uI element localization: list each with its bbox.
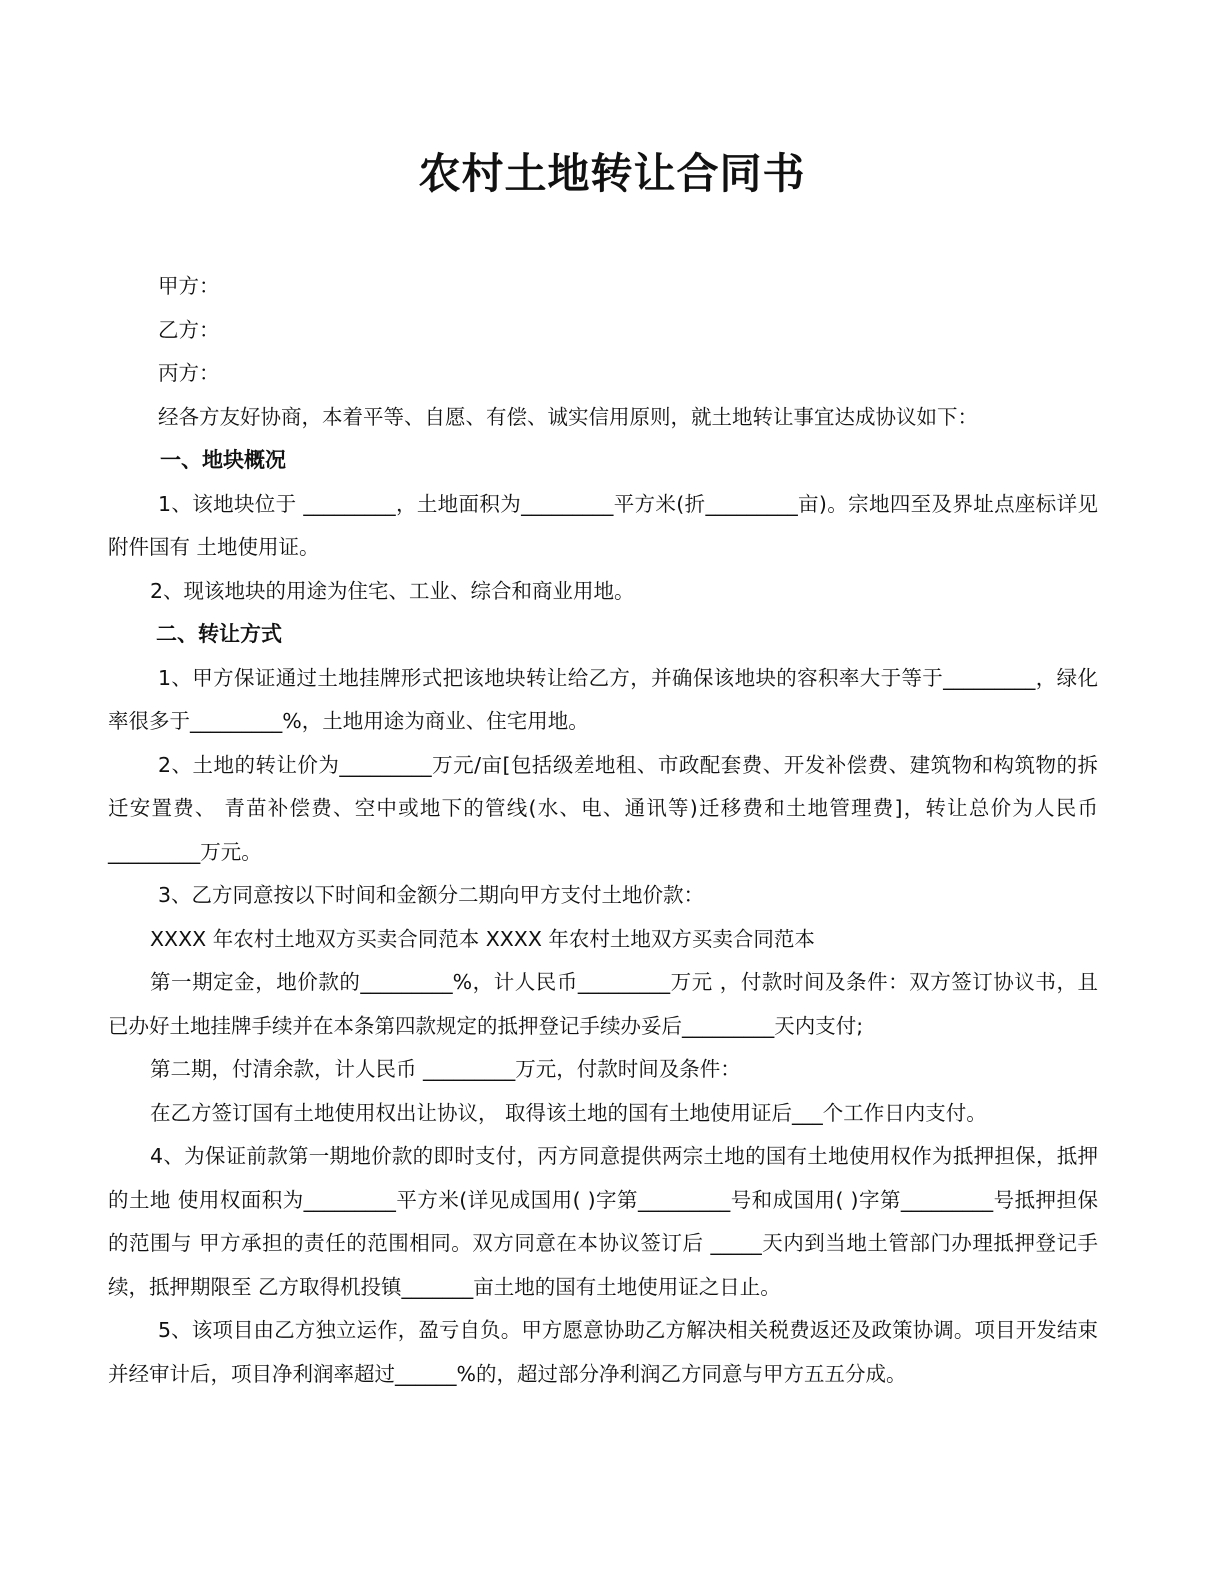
section2-item1: 1、甲方保证通过土地挂牌形式把该地块转让给乙方，并确保该地块的容积率大于等于_________，绿化率很多于_________%，土地用途为商业、住宅用地。 — [108, 665, 1098, 733]
party-c-line: 丙方： — [158, 361, 220, 385]
section2-heading: 二、转让方式 — [156, 622, 282, 646]
phase2-condition: 在乙方签订国有土地使用权出让协议， 取得该土地的国有土地使用证后___个工作日内支付。 — [150, 1100, 987, 1125]
section1-heading: 一、地块概况 — [160, 448, 286, 472]
party-b-line: 乙方： — [158, 317, 220, 342]
document-body — [108, 265, 1098, 1396]
phase1-paragraph: 第一期定金，地价款的_________%，计人民币_________万元 ，付款时间及条件：双方签订协议书，且已办好土地挂牌手续并在本条第四款规定的抵押登记手续办妥后_________天内支付; — [108, 970, 1098, 1038]
section2-item4: 4、为保证前款第一期地价款的即时支付，丙方同意提供两宗土地的国有土地使用权作为抵押担保，抵押的土地 使用权面积为_________平方米(详见成国用( )字第_________号和成国用( )字第_________号抵押担保的范围与 甲方承担的责任的范围相同。双方同意在本协议签订后 _____天内到当地土管部门办理抵押登记手续，抵押期限至 乙方取得机投镇_______亩土地的国有土地使用证之日止。 — [108, 1144, 1098, 1299]
party-a-line: 甲方： — [158, 274, 220, 298]
section1-item2: 2、现该地块的用途为住宅、工业、综合和商业用地。 — [150, 578, 635, 603]
section2-item2: 2、土地的转让价为_________万元/亩[包括级差地租、市政配套费、开发补偿费、建筑物和构筑物的拆迁安置费、 青苗补偿费、空中或地下的管线(水、电、通讯等)迁移费和土地管理费]，转让总价为人民币_________万元。 — [108, 752, 1098, 864]
section1-item1: 1、该地块位于 _________，土地面积为_________平方米(折_________亩)。宗地四至及界址点座标详见附件国有 土地使用证。 — [108, 491, 1098, 559]
section2-item3: 3、乙方同意按以下时间和金额分二期向甲方支付土地价款： — [158, 883, 705, 907]
section2-item5: 5、该项目由乙方独立运作，盈亏自负。甲方愿意协助乙方解决相关税费返还及政策协调。项目开发结束并经审计后，项目净利润率超过______%的，超过部分净利润乙方同意与甲方五五分成。 — [108, 1318, 1098, 1386]
preamble-paragraph: 经各方友好协商，本着平等、自愿、有偿、诚实信用原则，就土地转让事宜达成协议如下： — [158, 404, 978, 429]
document-title: 农村土地转让合同书 — [418, 149, 806, 198]
template-line: XXXX 年农村土地双方买卖合同范本 XXXX 年农村土地双方买卖合同范本 — [150, 926, 815, 951]
phase2-paragraph: 第二期，付清余款，计人民币 _________万元，付款时间及条件： — [150, 1057, 741, 1081]
